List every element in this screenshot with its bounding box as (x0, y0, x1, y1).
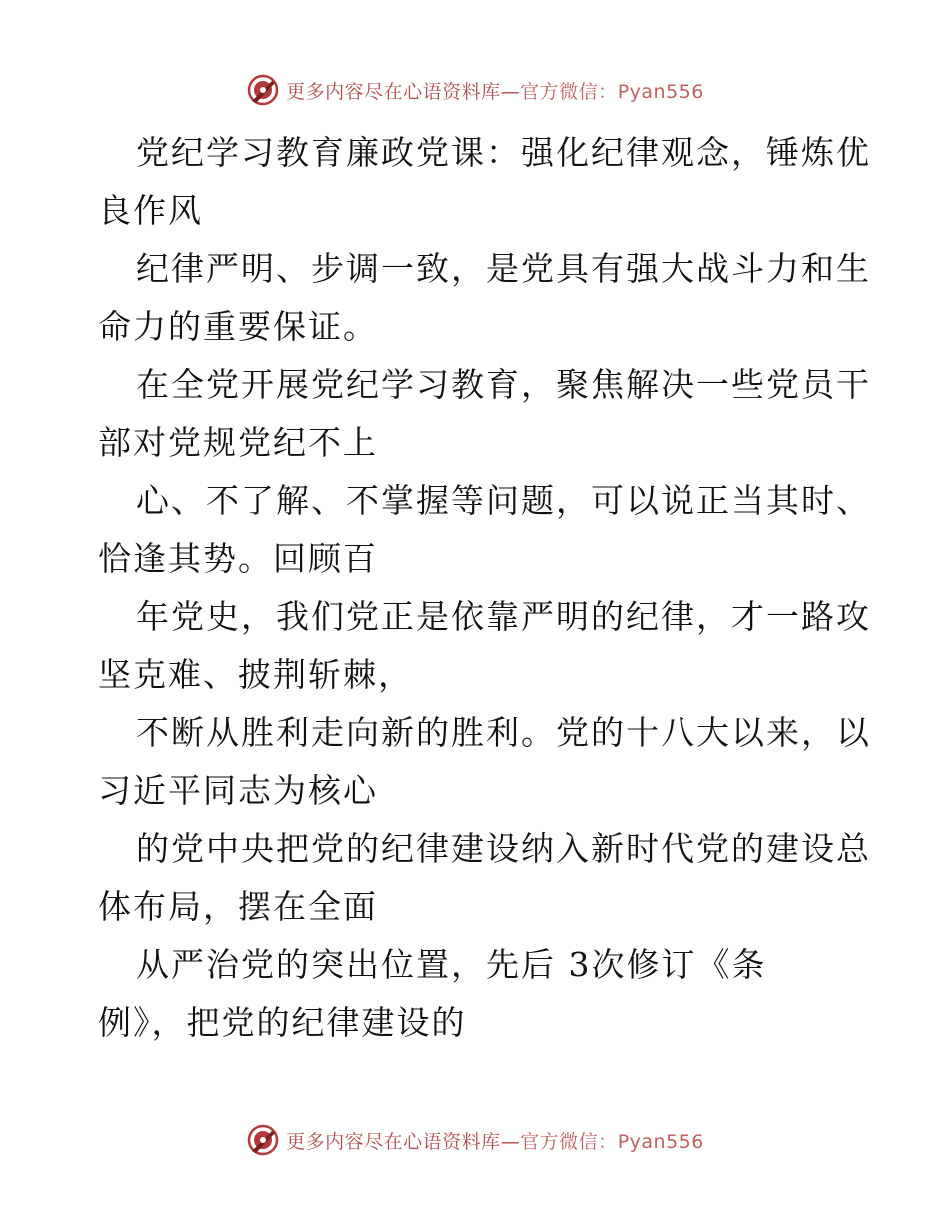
text-line: 良作风 (98, 191, 203, 230)
text-line: 从严治党的突出位置，先后 3次修订《条 (136, 945, 767, 984)
text-line: 恰逢其势。回顾百 (98, 539, 378, 578)
text-line: 纪律严明、步调一致，是党具有强大战斗力和生 (136, 249, 871, 288)
text-line: 在全党开展党纪学习教育，聚焦解决一些党员干 (136, 365, 871, 404)
watermark-text: 更多内容尽在心语资料库—官方微信：Pyan556 (286, 1130, 704, 1153)
text-line: 体布局，摆在全面 (98, 887, 378, 926)
text-line: 的党中央把党的纪律建设纳入新时代党的建设总 (136, 829, 871, 868)
text-line: 命力的重要保证。 (98, 307, 378, 346)
text-line: 部对党规党纪不上 (98, 423, 378, 462)
text-line: 不断从胜利走向新的胜利。党的十八大以来，以 (136, 713, 871, 752)
document-body (98, 124, 871, 1052)
quill-seal-icon (246, 1123, 280, 1157)
footer-watermark (0, 1120, 950, 1160)
text-line: 例》，把党的纪律建设的 (98, 1003, 467, 1042)
quill-seal-icon (246, 73, 280, 107)
text-line: 习近平同志为核心 (98, 771, 378, 810)
text-line: 年党史，我们党正是依靠严明的纪律，才一路攻 (136, 597, 871, 636)
text-line: 坚克难、披荆斩棘， (98, 655, 413, 694)
text-line: 党纪学习教育廉政党课：强化纪律观念，锤炼优 (136, 133, 871, 172)
header-watermark (0, 70, 950, 110)
text-line: 心、不了解、不掌握等问题，可以说正当其时、 (136, 481, 871, 520)
watermark-text: 更多内容尽在心语资料库—官方微信：Pyan556 (286, 80, 704, 103)
